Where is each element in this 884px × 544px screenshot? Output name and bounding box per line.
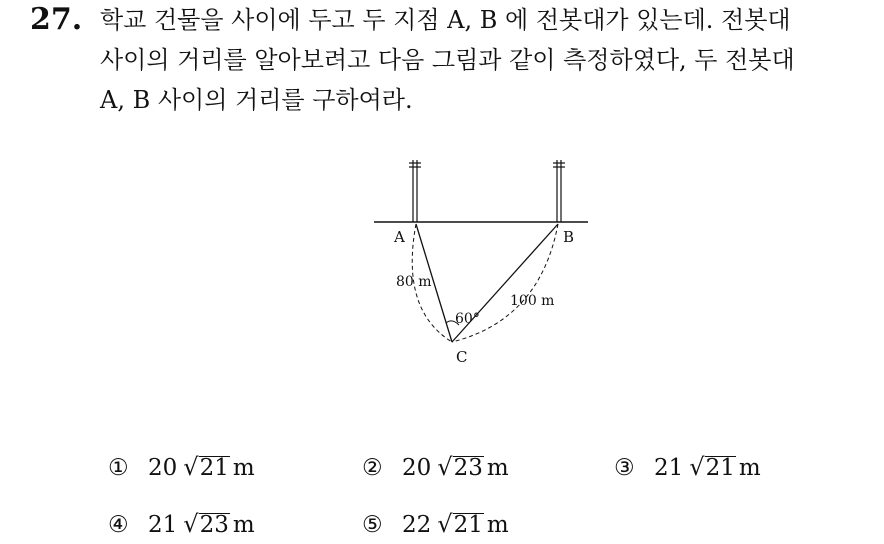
choice-3-radicand: 21 xyxy=(705,455,735,481)
choice-3[interactable] xyxy=(614,455,761,481)
sqrt-icon: √ xyxy=(437,453,453,481)
choice-2-radicand: 23 xyxy=(453,455,483,481)
pole-b-icon xyxy=(553,160,565,222)
label-ac-length: 80 m xyxy=(396,274,432,290)
question-line-3: A, B 사이의 거리를 구하여라. xyxy=(100,86,413,114)
choice-1-unit: m xyxy=(232,455,255,481)
question-line-2: 사이의 거리를 알아보려고 다음 그림과 같이 측정하였다, 두 전봇대 xyxy=(100,46,795,74)
choice-3-unit: m xyxy=(738,455,761,481)
choice-4-coefficient: 21 xyxy=(148,512,178,538)
choice-1[interactable] xyxy=(108,455,255,481)
choice-4-unit: m xyxy=(232,512,255,538)
choice-5-coefficient: 22 xyxy=(402,512,432,538)
label-b: B xyxy=(563,228,575,246)
choice-4[interactable] xyxy=(108,512,255,538)
choice-5[interactable] xyxy=(362,512,509,538)
sqrt-icon: √ xyxy=(183,510,199,538)
question-line-1: 학교 건물을 사이에 두고 두 지점 A, B 에 전봇대가 있는데. 전봇대 xyxy=(100,6,791,34)
choice-4-sqrt xyxy=(183,512,230,536)
choice-1-number: ① xyxy=(108,455,129,481)
label-c: C xyxy=(456,348,468,366)
sqrt-icon: √ xyxy=(183,453,199,481)
triangle-figure xyxy=(360,150,600,380)
choice-1-coefficient: 20 xyxy=(148,455,178,481)
choice-2-number: ② xyxy=(362,455,383,481)
question-text xyxy=(100,0,870,120)
choice-2-coefficient: 20 xyxy=(402,455,432,481)
choice-1-sqrt xyxy=(183,455,230,479)
choice-4-radicand: 23 xyxy=(199,512,229,538)
sqrt-icon: √ xyxy=(437,510,453,538)
choice-5-sqrt xyxy=(437,512,484,536)
label-angle-c: 60° xyxy=(455,311,480,327)
choice-5-unit: m xyxy=(486,512,509,538)
choice-2-sqrt xyxy=(437,455,484,479)
pole-a-icon xyxy=(409,160,421,222)
choice-5-number: ⑤ xyxy=(362,512,383,538)
choice-2[interactable] xyxy=(362,455,509,481)
choice-4-number: ④ xyxy=(108,512,129,538)
choice-3-number: ③ xyxy=(614,455,635,481)
question-number: 27. xyxy=(30,2,83,37)
choice-3-coefficient: 21 xyxy=(654,455,684,481)
choice-3-sqrt xyxy=(689,455,736,479)
sqrt-icon: √ xyxy=(689,453,705,481)
choice-2-unit: m xyxy=(486,455,509,481)
choice-1-radicand: 21 xyxy=(199,455,229,481)
label-a: A xyxy=(394,228,405,246)
label-bc-length: 100 m xyxy=(510,293,555,309)
choice-5-radicand: 21 xyxy=(453,512,483,538)
